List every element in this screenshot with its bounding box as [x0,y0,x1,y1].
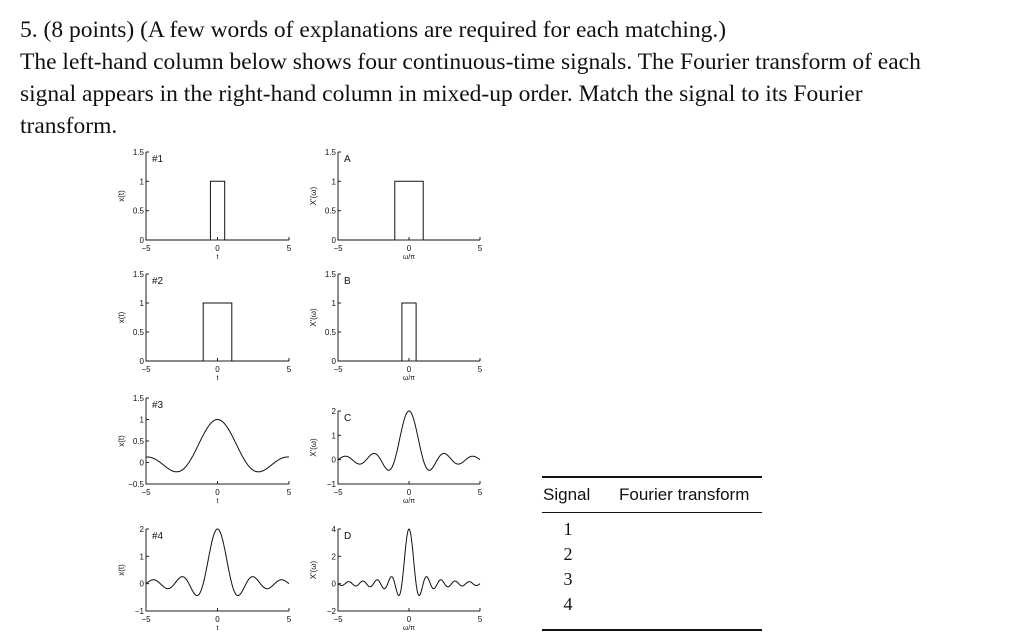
y-tick-label: 0.5 [324,206,336,216]
x-axis-label: t [216,375,219,382]
x-tick-label: 5 [286,365,292,374]
axis-frame [338,529,480,611]
x-tick-label: 0 [215,244,220,253]
x-tick-label: −5 [333,365,343,374]
x-tick-label: −5 [141,365,151,374]
x-tick-label: 5 [286,615,292,624]
y-tick-label: −1 [134,607,144,616]
x-tick-label: 0 [215,365,220,374]
x-tick-label: −5 [141,488,151,497]
y-tick-label: −2 [326,607,336,616]
y-tick-label: 1 [331,299,336,308]
x-tick-label: 0 [215,615,220,624]
signal-curve [338,303,480,361]
y-tick-label: 1.5 [324,270,336,279]
y-axis-label: x(t) [117,435,126,447]
y-axis-label: X'(ω) [309,560,318,580]
y-tick-label: 1 [331,177,336,187]
panel-title: A [344,154,351,165]
x-axis-label: t [216,254,219,261]
y-axis-label: X'(ω) [309,308,318,327]
table-row: 2 [563,544,573,564]
x-tick-label: 5 [477,244,483,253]
table-row: 1 [563,519,573,539]
y-tick-label: 0 [331,236,336,245]
axis-frame [146,274,289,361]
panel-title: D [344,531,352,542]
y-axis-label: X'(ω) [309,438,318,457]
signal-curve [146,529,289,596]
x-tick-label: −5 [141,615,151,624]
signal-curve [146,420,289,472]
y-tick-label: 0 [139,458,144,468]
y-tick-label: 0.5 [132,328,144,337]
signal-curve [146,303,289,361]
y-tick-label: 0 [139,357,144,366]
x-tick-label: 0 [406,615,412,624]
y-tick-label: 1.5 [132,394,144,403]
axis-frame [338,152,480,240]
x-axis-label: ω/π [402,375,416,382]
x-tick-label: 5 [477,615,483,624]
signal-curve [338,529,480,596]
x-tick-label: 5 [477,365,483,374]
y-tick-label: 0.5 [324,328,336,337]
question-line: The left-hand column below shows four continuous-time signals. The Fourier transform of each [20,49,921,75]
table-header-row [542,478,762,512]
x-tick-label: −5 [141,244,151,253]
y-tick-label: 1 [139,299,144,308]
y-axis-label: x(t) [117,311,126,324]
table-row: 4 [563,594,573,614]
panel-title: #3 [152,400,164,411]
table-body [542,513,762,629]
y-tick-label: −0.5 [128,480,144,489]
panel-title: #1 [152,154,164,165]
header-fourier-transform: Fourier transform [619,485,750,504]
question-line: transform. [20,113,118,139]
x-tick-label: 0 [215,488,220,497]
axis-frame [338,274,480,361]
x-tick-label: 5 [286,244,292,253]
axis-frame [338,411,480,484]
x-tick-label: 5 [477,488,483,497]
y-tick-label: 0.5 [132,437,144,446]
y-tick-label: 1.5 [324,148,336,157]
y-tick-label: 0.5 [132,206,144,216]
y-tick-label: 0 [331,357,336,366]
signal-curve [146,181,289,240]
y-tick-label: 2 [331,552,336,562]
x-tick-label: −5 [333,615,343,624]
y-tick-label: 0 [139,579,144,589]
y-tick-label: 1 [139,415,144,425]
y-tick-label: 1 [331,431,336,441]
x-axis-label: t [216,625,219,632]
panel-title: #2 [152,276,164,287]
x-tick-label: 5 [286,488,292,497]
x-tick-label: 0 [406,365,412,374]
matching-table [542,476,762,631]
y-tick-label: −1 [326,480,336,489]
y-tick-label: 0 [139,236,144,245]
signal-curve [338,411,480,470]
x-tick-label: 0 [406,488,412,497]
y-axis-label: x(t) [117,564,126,576]
y-tick-label: 1 [139,177,144,187]
panel-title: B [344,276,351,287]
y-tick-label: 1.5 [132,148,144,157]
x-axis-label: ω/π [402,625,416,632]
y-axis-label: x(t) [117,190,126,202]
y-tick-label: 0 [331,455,336,465]
axis-frame [146,529,289,611]
header-signal: Signal [543,485,591,504]
table-row: 3 [563,569,573,589]
axis-frame [146,152,289,240]
x-tick-label: −5 [333,488,343,497]
panel-title: C [344,413,352,424]
table-bottom-rule [542,629,762,631]
y-axis-label: X'(ω) [309,186,318,206]
y-tick-label: 1.5 [132,270,144,279]
axis-frame [146,398,289,484]
panel-title: #4 [152,531,164,542]
y-tick-label: 4 [331,525,336,534]
x-tick-label: −5 [333,244,343,253]
x-axis-label: ω/π [402,498,416,505]
y-tick-label: 2 [139,525,144,534]
x-axis-label: ω/π [402,254,416,261]
signal-curve [338,181,480,240]
y-tick-label: 0 [331,579,336,589]
y-tick-label: 2 [331,407,336,416]
x-axis-label: t [216,498,219,505]
x-tick-label: 0 [406,244,412,253]
question-line: signal appears in the right-hand column in mixed-up order. Match the signal to its Fourier [20,81,863,107]
question-line: 5. (8 points) (A few words of explanations are required for each matching.) [20,17,727,43]
y-tick-label: 1 [139,552,144,562]
